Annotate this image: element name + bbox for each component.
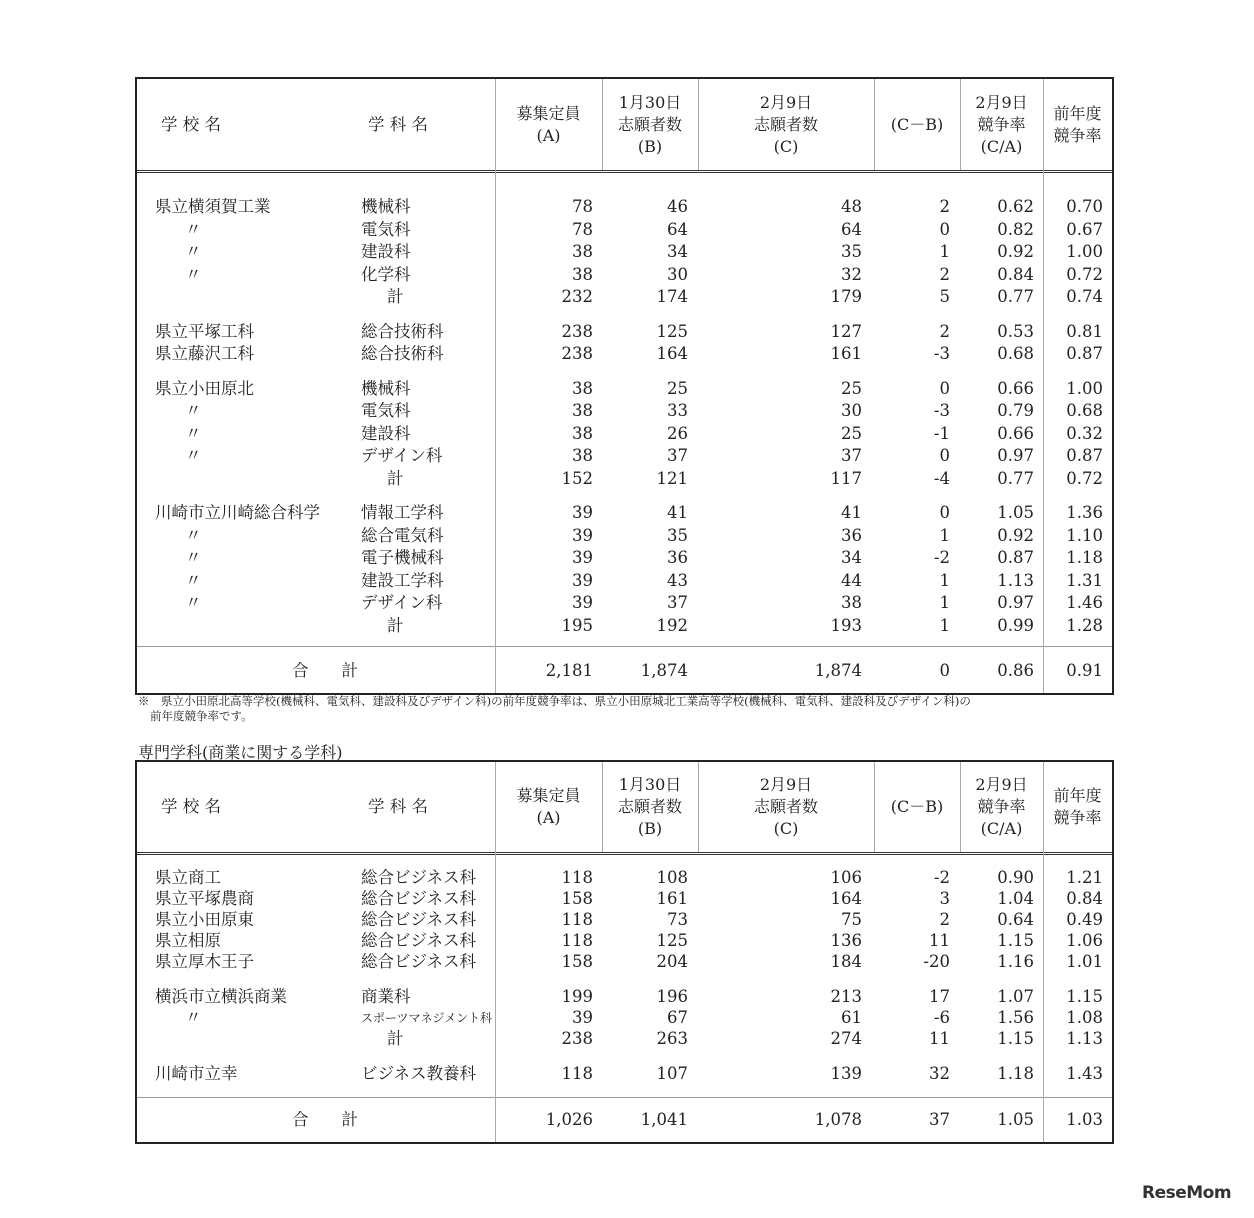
cell-value: 1.15 xyxy=(997,1029,1034,1048)
header-feb9-line: (C) xyxy=(773,819,799,838)
cell-value: 38 xyxy=(572,423,593,443)
header-jan30-line: (B) xyxy=(637,819,663,838)
cell-value: 164 xyxy=(830,889,862,908)
cell-value: 179 xyxy=(830,287,862,306)
header-rate-line: 2月9日 xyxy=(975,775,1028,794)
cell-value: 1.56 xyxy=(997,1008,1034,1027)
cell-value: 0.84 xyxy=(1066,889,1103,908)
school-name: 〃 xyxy=(185,593,202,612)
dept-name: 情報工学科 xyxy=(361,503,444,522)
school-name: 〃 xyxy=(185,264,202,284)
dept-name: 電気科 xyxy=(361,401,411,420)
total-divider xyxy=(137,1097,1112,1098)
header-prev xyxy=(1043,103,1112,147)
cell-value: 263 xyxy=(656,1029,688,1048)
cell-value: 64 xyxy=(841,219,862,239)
cell-value: 1.04 xyxy=(997,889,1034,908)
school-name: 県立平塚工科 xyxy=(155,321,254,341)
cell-value: 204 xyxy=(656,952,688,971)
header-rate-line: 2月9日 xyxy=(975,92,1028,112)
cell-value: 1.13 xyxy=(1066,1029,1103,1048)
resemom-logo: ReseMom xyxy=(1142,1183,1232,1203)
header-jan30 xyxy=(602,774,698,840)
cell-value: 0.92 xyxy=(997,525,1034,545)
cell-value: 1 xyxy=(939,242,950,261)
cell-value: 2 xyxy=(939,910,950,929)
header-divider xyxy=(137,852,1112,855)
cell-value: 25 xyxy=(841,423,862,443)
header-school: 学 校 名 xyxy=(161,797,221,816)
cell-value: -1 xyxy=(933,423,950,443)
cell-value: 1.43 xyxy=(1066,1064,1103,1083)
cell-value: 1.00 xyxy=(1066,242,1103,261)
cell-value: 0.62 xyxy=(997,197,1034,216)
header-diff-line: (C－B) xyxy=(890,797,944,816)
dept-name: 総合技術科 xyxy=(361,344,444,363)
cell-value: 121 xyxy=(656,468,688,488)
cell-value: 17 xyxy=(929,987,950,1006)
cell-value: 195 xyxy=(561,615,593,635)
cell-value: 0.66 xyxy=(997,378,1034,398)
cell-value: 1.15 xyxy=(997,931,1034,950)
school-name: 県立平塚農商 xyxy=(155,889,254,908)
dept-name: 計 xyxy=(387,615,404,635)
cell-value: 1.08 xyxy=(1066,1008,1103,1027)
cell-value: 37 xyxy=(667,593,688,612)
cell-value: 158 xyxy=(561,952,593,971)
header-jan30-line: (B) xyxy=(637,136,663,156)
industrial-table xyxy=(135,77,1114,695)
header-diff xyxy=(874,796,960,818)
dept-name: 総合ビジネス科 xyxy=(361,889,477,908)
cell-value: 136 xyxy=(830,931,862,950)
cell-value: 1.13 xyxy=(997,570,1034,590)
cell-value: 0 xyxy=(939,503,950,522)
dept-name: 総合ビジネス科 xyxy=(361,868,477,887)
cell-value: 0.97 xyxy=(997,593,1034,612)
cell-value: 73 xyxy=(667,910,688,929)
dept-name: 電気科 xyxy=(361,219,411,239)
cell-value: 78 xyxy=(572,197,593,216)
dept-name: 総合ビジネス科 xyxy=(361,931,477,950)
total-label: 合 計 xyxy=(292,661,358,680)
cell-value: 106 xyxy=(830,868,862,887)
dept-name: 総合ビジネス科 xyxy=(361,910,477,929)
header-jan30-line: 1月30日 xyxy=(618,92,682,112)
cell-value: 232 xyxy=(561,287,593,306)
cell-value: 1.46 xyxy=(1066,593,1103,612)
header-jan30-line: 志願者数 xyxy=(617,797,682,816)
header-divider xyxy=(137,170,1112,173)
cell-value: 0.77 xyxy=(997,468,1034,488)
header-capacity-line: 募集定員 xyxy=(516,786,581,805)
cell-value: 164 xyxy=(656,344,688,363)
total-value: 1.03 xyxy=(1066,1110,1103,1129)
cell-value: 35 xyxy=(841,242,862,261)
cell-value: 2 xyxy=(939,264,950,284)
cell-value: 0.87 xyxy=(1066,344,1103,363)
cell-value: 34 xyxy=(667,242,688,261)
dept-name: 建設工学科 xyxy=(361,570,444,590)
cell-value: 38 xyxy=(572,446,593,465)
header-school: 学 校 名 xyxy=(161,114,221,134)
cell-value: 1.16 xyxy=(997,952,1034,971)
cell-value: 41 xyxy=(667,503,688,522)
school-name: 県立藤沢工科 xyxy=(155,344,254,363)
cell-value: 118 xyxy=(561,1064,593,1083)
cell-value: 37 xyxy=(667,446,688,465)
cell-value: 38 xyxy=(572,378,593,398)
cell-value: 36 xyxy=(667,548,688,567)
cell-value: 36 xyxy=(841,525,862,545)
cell-value: 0.68 xyxy=(997,344,1034,363)
school-name: 県立小田原東 xyxy=(155,910,254,929)
cell-value: 125 xyxy=(656,321,688,341)
dept-name: 商業科 xyxy=(361,987,411,1006)
cell-value: 1.18 xyxy=(997,1064,1034,1083)
cell-value: 39 xyxy=(572,548,593,567)
dept-name: 機械科 xyxy=(361,378,411,398)
school-name: 〃 xyxy=(185,423,202,443)
total-value: 1,041 xyxy=(640,1110,688,1129)
total-value: 37 xyxy=(929,1110,950,1129)
dept-name: 機械科 xyxy=(361,197,411,216)
cell-value: 43 xyxy=(667,570,688,590)
cell-value: 30 xyxy=(667,264,688,284)
header-capacity xyxy=(495,103,602,147)
cell-value: -2 xyxy=(933,868,950,887)
cell-value: 1.07 xyxy=(997,987,1034,1006)
cell-value: 35 xyxy=(667,525,688,545)
total-value: 2,181 xyxy=(545,661,593,680)
school-name: 県立厚木王子 xyxy=(155,952,254,971)
cell-value: 0.74 xyxy=(1066,287,1103,306)
dept-name: ビジネス教養科 xyxy=(361,1064,477,1083)
cell-value: 0.90 xyxy=(997,868,1034,887)
header-jan30-line: 1月30日 xyxy=(618,775,682,794)
cell-value: 0.72 xyxy=(1066,468,1103,488)
cell-value: 0.77 xyxy=(997,287,1034,306)
header-capacity-line: (A) xyxy=(536,125,561,145)
cell-value: 39 xyxy=(572,593,593,612)
header-prev-line: 競争率 xyxy=(1053,808,1102,827)
header-capacity-line: 募集定員 xyxy=(516,103,581,123)
header-diff xyxy=(874,114,960,136)
total-value: 1.05 xyxy=(997,1110,1034,1129)
school-name: 県立相原 xyxy=(155,931,221,950)
cell-value: 1.01 xyxy=(1066,952,1103,971)
cell-value: 0.97 xyxy=(997,446,1034,465)
total-divider xyxy=(137,646,1112,647)
school-name: 〃 xyxy=(185,401,202,420)
cell-value: 32 xyxy=(929,1064,950,1083)
header-prev-line: 前年度 xyxy=(1053,103,1102,123)
school-name: 川崎市立川崎総合科学 xyxy=(155,503,320,522)
cell-value: 1 xyxy=(939,570,950,590)
cell-value: 108 xyxy=(656,868,688,887)
cell-value: 38 xyxy=(572,264,593,284)
total-value: 0 xyxy=(939,661,950,680)
header-feb9-line: 志願者数 xyxy=(753,114,818,134)
total-value: 1,078 xyxy=(814,1110,862,1129)
school-name: 〃 xyxy=(185,446,202,465)
cell-value: 32 xyxy=(841,264,862,284)
cell-value: 0 xyxy=(939,219,950,239)
cell-value: 39 xyxy=(572,1008,593,1027)
header-capacity-line: (A) xyxy=(536,808,561,827)
dept-name: スポーツマネジメント科 xyxy=(361,1011,493,1025)
total-value: 1,874 xyxy=(814,661,862,680)
header-rate xyxy=(960,774,1043,840)
cell-value: 48 xyxy=(841,197,862,216)
cell-value: 38 xyxy=(841,593,862,612)
header-feb9-line: (C) xyxy=(773,136,799,156)
cell-value: 118 xyxy=(561,910,593,929)
dept-name: 建設科 xyxy=(361,423,411,443)
school-name: 県立横須賀工業 xyxy=(155,197,271,216)
cell-value: 11 xyxy=(929,931,950,950)
cell-value: 30 xyxy=(841,401,862,420)
cell-value: 25 xyxy=(841,378,862,398)
cell-value: 0.92 xyxy=(997,242,1034,261)
cell-value: 5 xyxy=(939,287,950,306)
header-rate-line: 競争率 xyxy=(977,114,1026,134)
total-value: 0.86 xyxy=(997,661,1034,680)
cell-value: 38 xyxy=(572,242,593,261)
cell-value: -20 xyxy=(923,952,950,971)
cell-value: 0.72 xyxy=(1066,264,1103,284)
cell-value: 39 xyxy=(572,570,593,590)
cell-value: 139 xyxy=(830,1064,862,1083)
cell-value: 0.87 xyxy=(997,548,1034,567)
school-name: 〃 xyxy=(185,1008,202,1027)
cell-value: 161 xyxy=(830,344,862,363)
cell-value: 0.81 xyxy=(1066,321,1103,341)
cell-value: 184 xyxy=(830,952,862,971)
total-label: 合 計 xyxy=(292,1110,358,1129)
cell-value: 0 xyxy=(939,378,950,398)
cell-value: 174 xyxy=(656,287,688,306)
cell-value: 0.87 xyxy=(1066,446,1103,465)
dept-name: 建設科 xyxy=(361,242,411,261)
cell-value: 0.99 xyxy=(997,615,1034,635)
cell-value: 46 xyxy=(667,197,688,216)
section-caption: 専門学科(商業に関する学科) xyxy=(138,743,343,762)
cell-value: 2 xyxy=(939,321,950,341)
school-name: 川崎市立幸 xyxy=(155,1064,238,1083)
cell-value: 1.18 xyxy=(1066,548,1103,567)
header-rate-line: (C/A) xyxy=(980,819,1023,838)
cell-value: 0.68 xyxy=(1066,401,1103,420)
cell-value: 238 xyxy=(561,321,593,341)
cell-value: 37 xyxy=(841,446,862,465)
cell-value: 1.06 xyxy=(1066,931,1103,950)
cell-value: -3 xyxy=(933,401,950,420)
cell-value: 78 xyxy=(572,219,593,239)
cell-value: 127 xyxy=(830,321,862,341)
dept-name: 計 xyxy=(387,468,404,488)
dept-name: 計 xyxy=(387,1029,404,1048)
header-prev-line: 競争率 xyxy=(1053,125,1102,145)
school-name: 〃 xyxy=(185,548,202,567)
cell-value: 0.67 xyxy=(1066,219,1103,239)
cell-value: 117 xyxy=(830,468,862,488)
cell-value: 0.82 xyxy=(997,219,1034,239)
cell-value: 199 xyxy=(561,987,593,1006)
cell-value: 1 xyxy=(939,615,950,635)
cell-value: 107 xyxy=(656,1064,688,1083)
cell-value: 192 xyxy=(656,615,688,635)
cell-value: 1.31 xyxy=(1066,570,1103,590)
cell-value: 1.36 xyxy=(1066,503,1103,522)
cell-value: 11 xyxy=(929,1029,950,1048)
school-name: 〃 xyxy=(185,570,202,590)
dept-name: 電子機械科 xyxy=(361,548,444,567)
total-value: 0.91 xyxy=(1066,661,1103,680)
school-name: 県立商工 xyxy=(155,868,221,887)
cell-value: -4 xyxy=(933,468,950,488)
cell-value: 33 xyxy=(667,401,688,420)
header-rate-line: (C/A) xyxy=(980,136,1023,156)
cell-value: 152 xyxy=(561,468,593,488)
footnote-line-1: ※ 県立小田原北高等学校(機械科、電気科、建設科及びデザイン科)の前年度競争率は、県立小田原城北工業高等学校(機械科、電気科、建設科及びデザイン科)の xyxy=(138,694,971,708)
school-name: 〃 xyxy=(185,242,202,261)
cell-value: 193 xyxy=(830,615,862,635)
cell-value: 1.10 xyxy=(1066,525,1103,545)
total-value: 1,026 xyxy=(545,1110,593,1129)
cell-value: 125 xyxy=(656,931,688,950)
cell-value: 0 xyxy=(939,446,950,465)
header-feb9-line: 志願者数 xyxy=(753,797,818,816)
school-name: 県立小田原北 xyxy=(155,378,254,398)
school-name: 横浜市立横浜商業 xyxy=(155,987,287,1006)
cell-value: 1.28 xyxy=(1066,615,1103,635)
cell-value: 34 xyxy=(841,548,862,567)
cell-value: 39 xyxy=(572,503,593,522)
cell-value: 0.53 xyxy=(997,321,1034,341)
cell-value: 196 xyxy=(656,987,688,1006)
cell-value: 2 xyxy=(939,197,950,216)
cell-value: 1.05 xyxy=(997,503,1034,522)
cell-value: 118 xyxy=(561,931,593,950)
dept-name: 化学科 xyxy=(361,264,411,284)
cell-value: 1.21 xyxy=(1066,868,1103,887)
header-diff-line: (C－B) xyxy=(890,114,944,134)
cell-value: 67 xyxy=(667,1008,688,1027)
dept-name: デザイン科 xyxy=(361,446,443,465)
cell-value: 64 xyxy=(667,219,688,239)
header-feb9-line: 2月9日 xyxy=(759,92,813,112)
cell-value: 26 xyxy=(667,423,688,443)
cell-value: 238 xyxy=(561,344,593,363)
cell-value: 118 xyxy=(561,868,593,887)
header-jan30-line: 志願者数 xyxy=(617,114,682,134)
school-name: 〃 xyxy=(185,525,202,545)
header-rate xyxy=(960,92,1043,158)
cell-value: 0.84 xyxy=(997,264,1034,284)
dept-name: 総合電気科 xyxy=(361,525,444,545)
cell-value: 1 xyxy=(939,593,950,612)
cell-value: -3 xyxy=(933,344,950,363)
header-prev-line: 前年度 xyxy=(1053,786,1102,805)
header-feb9 xyxy=(698,774,874,840)
cell-value: 25 xyxy=(667,378,688,398)
cell-value: 44 xyxy=(841,570,862,590)
cell-value: 213 xyxy=(830,987,862,1006)
cell-value: 41 xyxy=(841,503,862,522)
cell-value: 238 xyxy=(561,1029,593,1048)
dept-name: 総合技術科 xyxy=(361,321,444,341)
dept-name: 総合ビジネス科 xyxy=(361,952,477,971)
commercial-table xyxy=(135,760,1114,1144)
cell-value: 75 xyxy=(841,910,862,929)
header-feb9 xyxy=(698,92,874,158)
footnote-line-2: 前年度競争率です。 xyxy=(150,709,253,723)
cell-value: 0.70 xyxy=(1066,197,1103,216)
dept-name: 計 xyxy=(387,287,404,306)
cell-value: 39 xyxy=(572,525,593,545)
cell-value: -2 xyxy=(933,548,950,567)
cell-value: 0.66 xyxy=(997,423,1034,443)
cell-value: 161 xyxy=(656,889,688,908)
school-name: 〃 xyxy=(185,219,202,239)
cell-value: 1.15 xyxy=(1066,987,1103,1006)
cell-value: -6 xyxy=(933,1008,950,1027)
cell-value: 274 xyxy=(830,1029,862,1048)
cell-value: 38 xyxy=(572,401,593,420)
cell-value: 0.64 xyxy=(997,910,1034,929)
cell-value: 0.32 xyxy=(1066,423,1103,443)
total-value: 1,874 xyxy=(640,661,688,680)
cell-value: 0.79 xyxy=(997,401,1034,420)
cell-value: 0.49 xyxy=(1066,910,1103,929)
header-dept: 学 科 名 xyxy=(368,797,428,816)
cell-value: 1 xyxy=(939,525,950,545)
cell-value: 3 xyxy=(939,889,950,908)
cell-value: 158 xyxy=(561,889,593,908)
header-jan30 xyxy=(602,92,698,158)
header-rate-line: 競争率 xyxy=(977,797,1026,816)
header-dept: 学 科 名 xyxy=(368,114,428,134)
dept-name: デザイン科 xyxy=(361,593,443,612)
header-feb9-line: 2月9日 xyxy=(759,775,813,794)
cell-value: 1.00 xyxy=(1066,378,1103,398)
cell-value: 61 xyxy=(841,1008,862,1027)
header-prev xyxy=(1043,785,1112,829)
header-capacity xyxy=(495,785,602,829)
